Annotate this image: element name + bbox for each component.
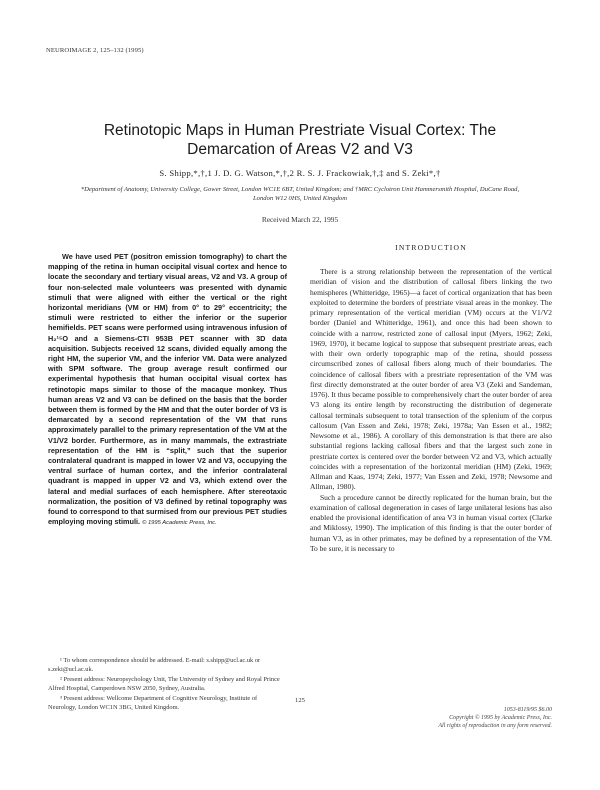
copyright-notice bbox=[360, 706, 552, 731]
footnote: ² Present address: Neuropsychology Unit, The University of Sydney and Royal Prince Alfred Hospital, Camperdown NSW 2050, Sydney, Australia. bbox=[48, 676, 280, 692]
section-heading-introduction: INTRODUCTION bbox=[395, 243, 467, 252]
author-list: S. Shipp,*,†,1 J. D. G. Watson,*,†,2 R. S. J. Frackowiak,†,‡ and S. Zeki*,† bbox=[159, 168, 441, 178]
abstract-copyright: © 1995 Academic Press, Inc. bbox=[142, 520, 217, 527]
intro-paragraph: There is a strong relationship between the representation of the vertical meridian of vision and the distribution of callosal fibers linking the two hemispheres (Whitteridge, 1965)—a facet of cortical organization that has been exploited to determine the borders of prestriate visual areas in the monkey. The primary representation of the vertical meridian (VM) occurs at the V1/V2 border (Daniel and Whitteridge, 1961), and once this had been shown to coincide with a narrow, restricted zone of callosal input (Myers, 1962; Zeki, 1969, 1970), it became logical to suppose that subsequent prestriate areas, each with their own orderly topographic map of the retina, should possess circumscribed zones of callosal fibers along much of their boundaries. The coincidence of callosal fibers with a prestriate representation of the VM was first directly demonstrated at the outer border of area V3 (Zeki and Sandeman, 1976). It thus became possible to comprehensively chart the outer border of area V3 along its entire length by reconstructing the distribution of degenerate callosal terminals subsequent to total transection of the splenium of the corpus callosum (Van Essen and Zeki, 1978; Zeki, 1978a; Van Essen et al., 1982; Newsome et al., 1986). A corollary of this demonstration is that there are also substantial regions lacking callosal fibers and that the largest such zone in prestriate cortex is centered over the border between V2 and V3, which actually coincides with a representation of the horizontal meridian (HM) (Zeki, 1969; Allman and Kaas, 1974; Zeki, 1977; Van Essen and Zeki, 1978; Newsome and Allman, 1980). bbox=[310, 267, 552, 492]
copyright-line: All rights of reproduction in any form reserved. bbox=[438, 723, 552, 730]
article-title: Retinotopic Maps in Human Prestriate Visual Cortex: The Demarcation of Areas V2 and V3 bbox=[103, 122, 497, 158]
copyright-line: Copyright © 1995 by Academic Press, Inc. bbox=[449, 715, 552, 722]
copyright-line: 1053-8119/95 $6.00 bbox=[503, 707, 552, 713]
page-number: 125 bbox=[295, 697, 305, 704]
abstract bbox=[48, 252, 287, 528]
footnote: ¹ To whom correspondence should be addressed. E-mail: s.shipp@ucl.ac.uk or s.zeki@ucl.ac.uk. bbox=[48, 657, 261, 673]
footnotes bbox=[48, 657, 287, 715]
abstract-text: We have used PET (positron emission tomography) to chart the mapping of the retina in human occipital visual cortex and hence to locate the secondary and tertiary visual areas, V2 and V3. A group of four non-selected male volunteers was presented with dynamic stimuli that were aligned with either the vertical or the right horizontal meridians (VM or HM) from 0° to 29° eccentricity; the stimuli were restricted to either the inferior or the superior hemifields. PET scans were performed using intravenous infusion of H₂¹⁵O and a Siemens-CTI 953B PET scanner with 3D data acquisition. Subjects received 12 scans, divided equally among the right HM, the superior VM, and the inferior VM. Data were analyzed with SPM software. The group average result confirmed our experimental hypothesis that human occipital visual cortex has retinotopic maps similar to those of the macaque monkey. Thus human areas V2 and V3 can be defined on the basis that the border between them is formed by the HM and that the outer border of V3 is demarcated by a second representation of the VM that runs approximately parallel to the primary representation of the VM at the V1/V2 border. Furthermore, as in many mammals, the extrastriate representation of the HM is “split,” such that the superior contralateral quadrant is mapped in lower V2 and V3, occupying the ventral surface of human cortex, and the inferior contralateral quadrant is mapped in upper V2 and V3, which extend over the lateral and medial surfaces of each hemisphere. After stereotaxic normalization, the position of V3 defined by retinal topography was found to correspond to that surmised from our previous PET studies employing moving stimuli. bbox=[48, 252, 287, 527]
introduction-body bbox=[310, 267, 552, 554]
affiliations: *Department of Anatomy, University College, Gower Street, London WC1E 6BT, United Kingdom; and †MRC Cyclotron Unit Hammersmith Hospital, DuCane Road, London W12 0HS, United Kingdom bbox=[80, 186, 520, 203]
footnote: ³ Present address: Wellcome Department of Cognitive Neurology, Institute of Neurology, London WC1N 3BG, United Kingdom. bbox=[48, 695, 258, 711]
journal-citation: NEUROIMAGE 2, 125–132 (1995) bbox=[46, 47, 144, 54]
received-date: Received March 22, 1995 bbox=[261, 215, 339, 224]
intro-paragraph: Such a procedure cannot be directly replicated for the human brain, but the examination of callosal degeneration in cases of large unilateral lesions has also enabled the provisional identification of area V3 in human visual cortex (Clarke and Miklossy, 1990). The implication of this finding is that the outer border of human V3, as in other primates, may be defined by a representation of the VM. To be sure, it is necessary to bbox=[310, 492, 552, 553]
